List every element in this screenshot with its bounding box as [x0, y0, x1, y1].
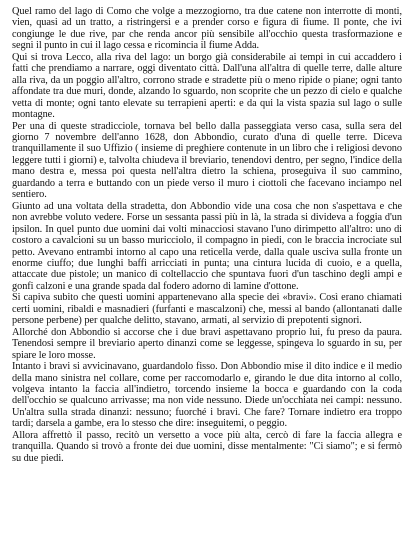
paragraph-6: Allorché don Abbondio si accorse che i due bravi aspettavano proprio lui, fu preso da paura. Tenendosi sempre il breviario aperto dinanzi come se leggesse, spingeva lo sguardo in su, per spiare le loro mosse. [12, 326, 402, 361]
paragraph-5: Si capiva subito che questi uomini appartenevano alla specie dei «bravi». Così erano chiamati certi uomini, ribaldi e masnadieri (furfanti e mascalzoni) che, messi al bando (allontanati dalle persone perbene) per qualche delitto, stavano, armati, al servizio di prepotenti signori. [12, 292, 402, 327]
body-text [12, 6, 402, 464]
paragraph-2: Qui si trova Lecco, alla riva del lago: un borgo già considerabile ai tempi in cui accaddero i fatti che prendiamo a narrare, oggi diventato città. Dall'una all'altra di quelle terre, dalle alture alla riva, da un poggio all'altro, corrono strade e stradette più o meno ripide o piane; ogni tanto affondate tra due muri, donde, alzando lo sguardo, non scoprite che un pezzo di cielo e qualche vetta di monte; ogni tanto elevate su terrapieni aperti: e da qui la vista spazia sul lago o sulle montagne. [12, 51, 402, 121]
paragraph-4: Giunto ad una voltata della stradetta, don Abbondio vide una cosa che non s'aspettava e che non avrebbe voluto vedere. Forse un sessanta passi più in là, la strada si divideva a foggia d'un ipsilon. In quel punto due uomini dai volti minacciosi stavano l'uno dirimpetto all'altro: uno di costoro a cavalcioni su un basso muricciolo, il compagno in piedi, con le braccia incrociate sul petto. Avevano entrambi intorno al capo una reticella verde, dalla quale usciva sulla fronte un enorme ciuffo; due lunghi baffi arricciati in punta; una cintura lucida di cuoio, e a quella, attaccate due pistole; un manico di coltellaccio che spuntava fuori d'un taschino degli ampi e gonfi calzoni e una grande spada dal fodero adorno di lamine d'ottone. [12, 200, 402, 292]
paragraph-7: Intanto i bravi si avvicinavano, guardandolo fisso. Don Abbondio mise il dito indice e il medio della mano sinistra nel collare, come per raccomodarlo e, girando le due dita intorno al collo, volgeva intanto la faccia all'indietro, torcendo insieme la bocca e guardando con la coda dell'occhio se qualcuno arrivasse; ma non vide nessuno. Diede un'occhiata nei campi: nessuno. Un'altra sulla strada dinanzi: nessuno; fuorché i bravi. Che fare? Tornare indietro era troppo tardi; darsela a gambe, era lo stesso che dire: inseguitemi, o peggio. [12, 361, 402, 430]
paragraph-8: Allora affrettò il passo, recitò un versetto a voce più alta, cercò di fare la faccia allegra e tranquilla. Quando si trovò a fronte dei due uomini, disse mentalmente: "Ci siamo"; e si fermò su due piedi. [12, 429, 402, 464]
paragraph-3: Per una di queste stradicciole, tornava bel bello dalla passeggiata verso casa, sulla sera del giorno 7 novembre dell'anno 1628, don Abbondio, curato d'una di quelle terre. Diceva tranquillamente il suo Uffizio ( insieme di preghiere contenute in un libro che i religiosi devono leggere tutti i giorni) e, talvolta chiudeva il breviario, tenendovi dentro, per segno, l'indice della mano destra e, messa poi questa nell'altra dietro la schiena, proseguiva il suo cammino, guardando a terra e buttando con un piede verso il muro i ciottoli che facevano inciampo nel sentiero. [12, 120, 402, 201]
paragraph-1: Quel ramo del lago di Como che volge a mezzogiorno, tra due catene non interrotte di monti, vien, quasi ad un tratto, a ristringersi e a prender corso e figura di fiume. Il ponte, che ivi congiunge le due rive, par che renda ancor più sensibile all'occhio questa trasformazione e segni il punto in cui il lago cessa e ricomincia il fiume Adda. [12, 6, 402, 52]
